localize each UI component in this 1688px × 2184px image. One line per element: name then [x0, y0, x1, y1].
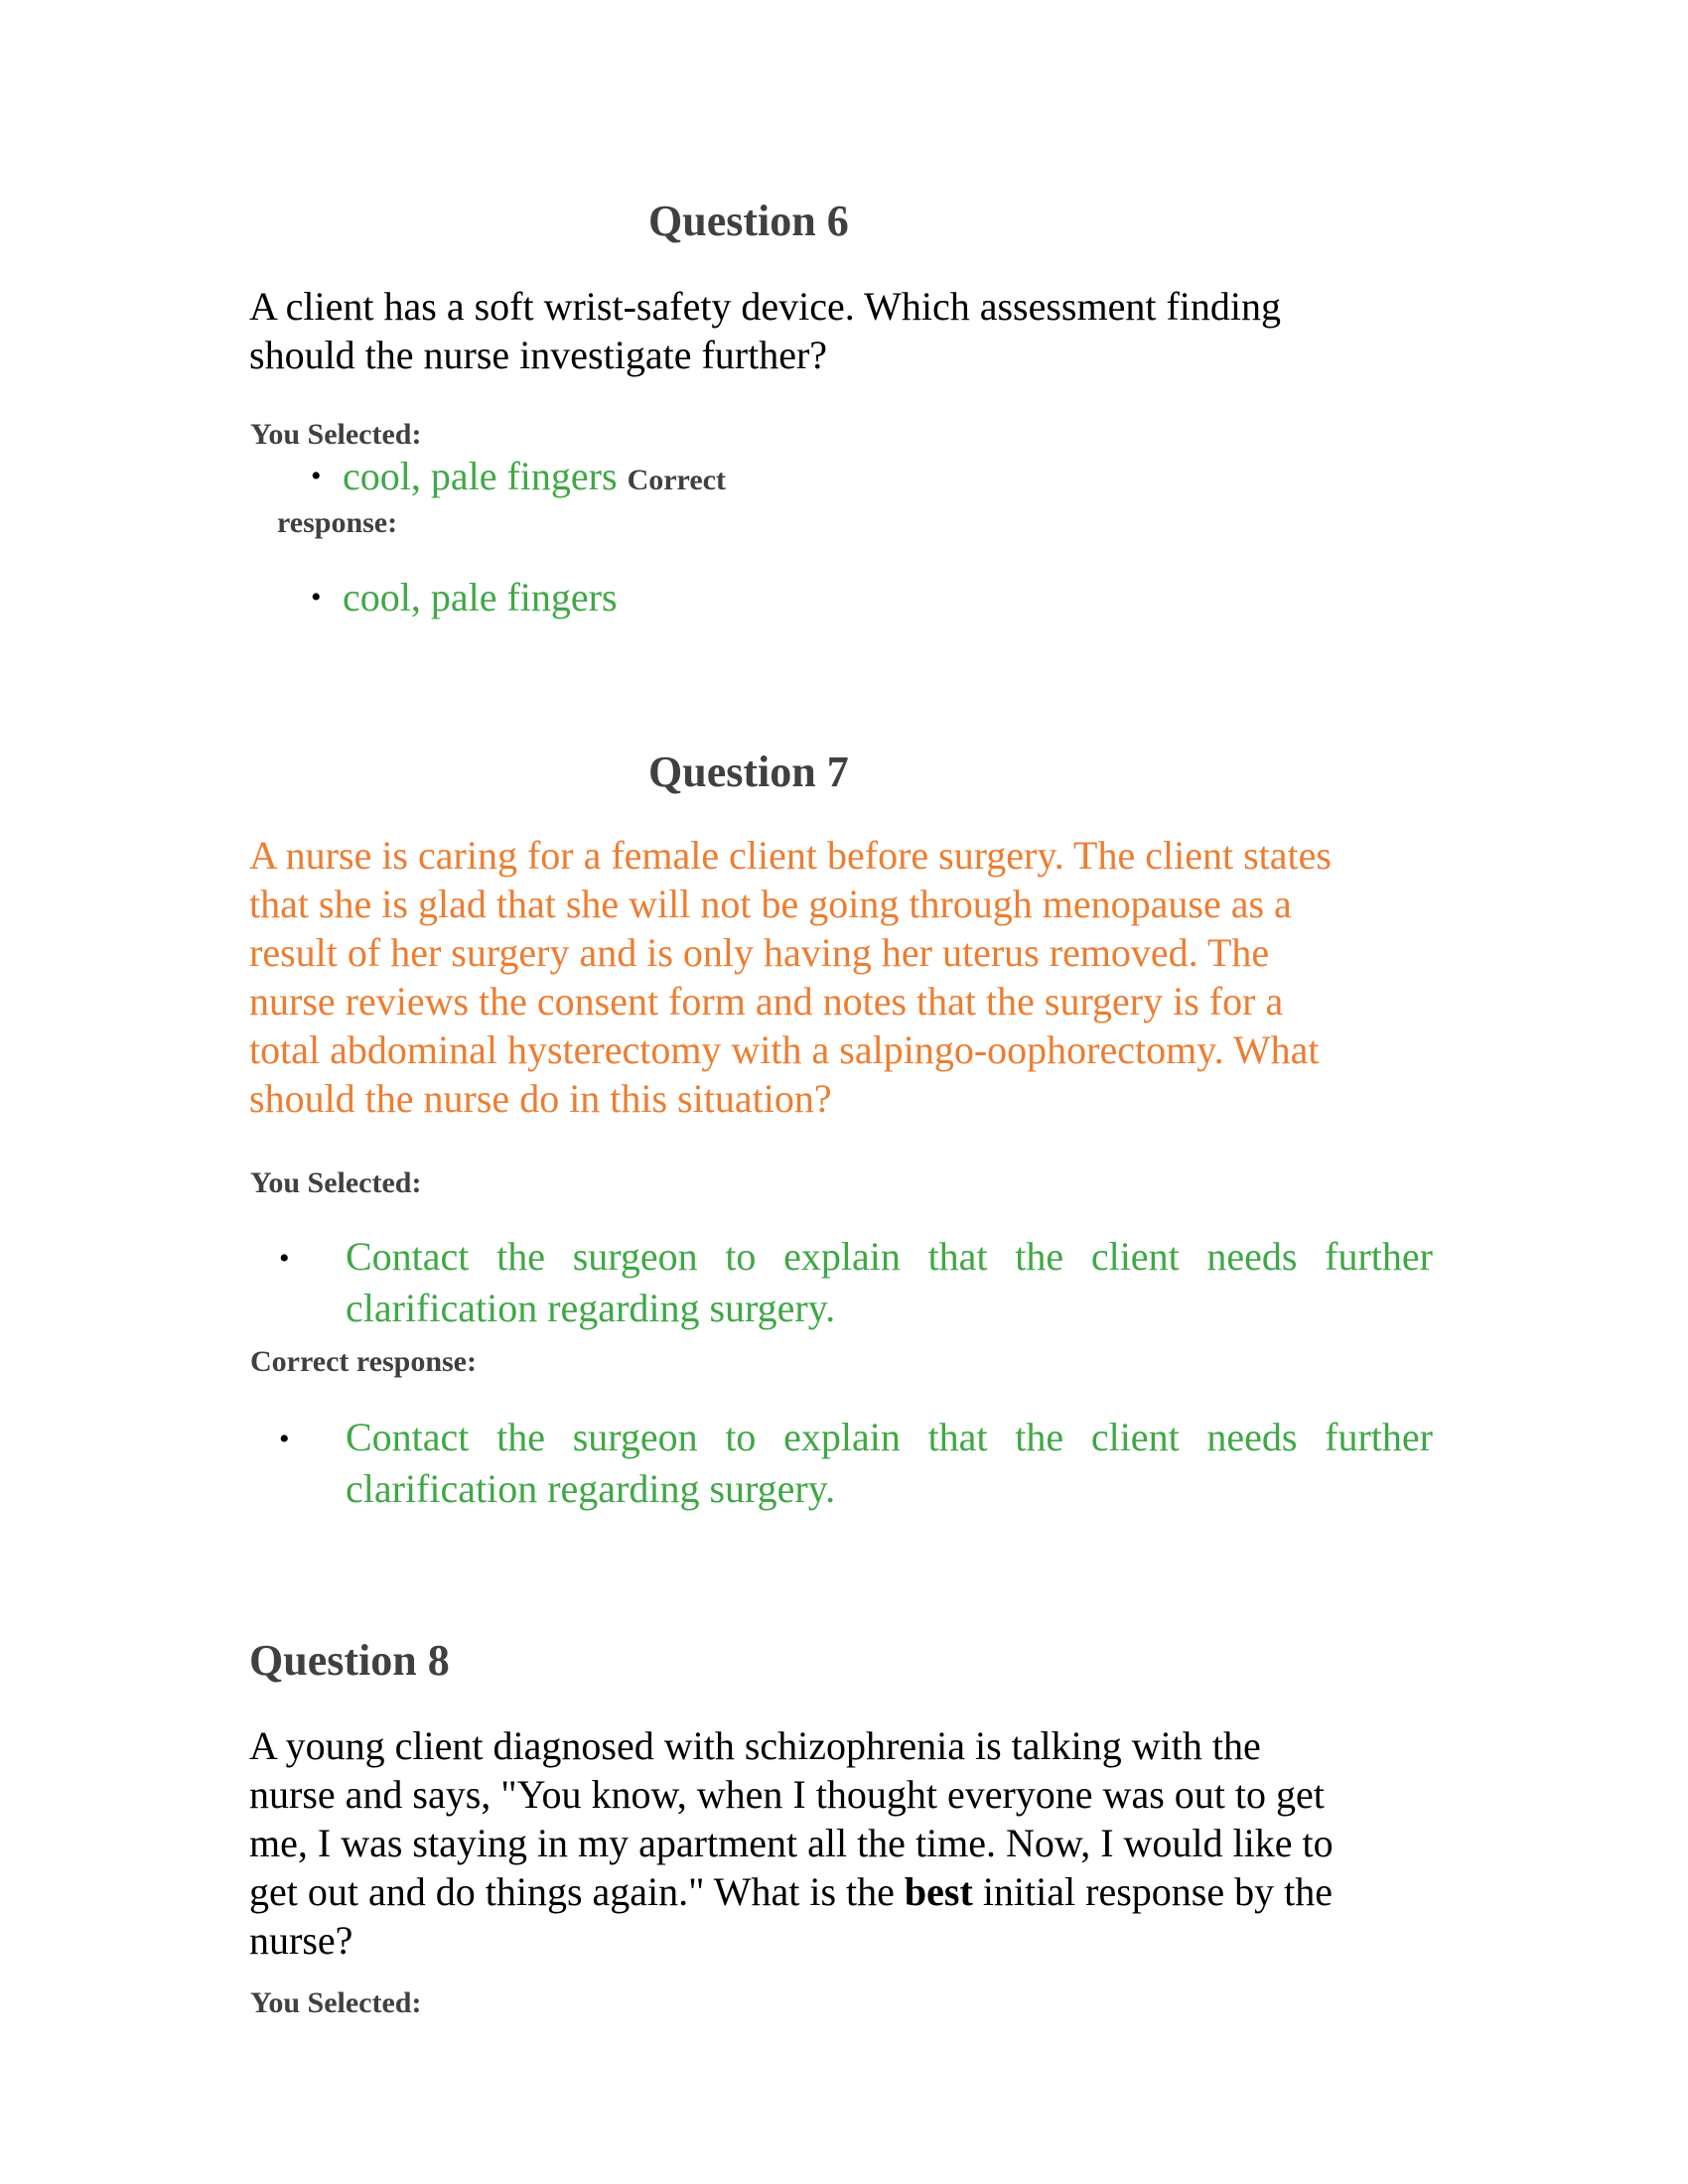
correct-answer-line: clarification regarding surgery.	[346, 1466, 836, 1511]
correct-answer	[346, 1412, 1433, 1515]
correct-response-label-continued: response:	[277, 506, 398, 539]
question-title: Question 7	[648, 748, 849, 796]
correct-answer: cool, pale fingers	[343, 575, 618, 619]
correct-response-label: Correct response:	[250, 1345, 477, 1378]
correct-response-label: Correct	[627, 464, 726, 496]
selected-answer	[343, 452, 726, 504]
stem-line: A client has a soft wrist-safety device. Which assessment finding	[249, 284, 1282, 329]
you-selected-label: You Selected:	[250, 1986, 422, 2019]
stem-text: get out and do things again." What is the	[249, 1869, 905, 1914]
stem-text: initial response by the	[972, 1869, 1333, 1914]
bullet-icon: •	[279, 1423, 290, 1455]
stem-line: nurse and says, "You know, when I thought everyone was out to get	[249, 1772, 1325, 1817]
stem-line: should the nurse do in this situation?	[249, 1076, 832, 1121]
stem-line: that she is glad that she will not be going through menopause as a	[249, 882, 1292, 926]
stem-line: A young client diagnosed with schizophrenia is talking with the	[249, 1723, 1261, 1768]
stem-line: result of her surgery and is only having her uterus removed. The	[249, 930, 1270, 975]
question-stem	[249, 831, 1332, 1123]
selected-answer-line: Contact the surgeon to explain that the client needs further	[346, 1234, 1433, 1279]
you-selected-label: You Selected:	[250, 418, 422, 451]
stem-line: nurse?	[249, 1918, 353, 1963]
question-stem	[249, 1721, 1334, 1965]
correct-answer-line: Contact the surgeon to explain that the client needs further	[346, 1415, 1433, 1459]
stem-line: A nurse is caring for a female client before surgery. The client states	[249, 833, 1332, 878]
selected-answer	[346, 1231, 1433, 1334]
question-title: Question 6	[648, 197, 849, 245]
emphasis-best: best	[904, 1869, 973, 1914]
question-title: Question 8	[249, 1636, 450, 1685]
stem-line: nurse reviews the consent form and notes that the surgery is for a	[249, 979, 1284, 1024]
stem-line: total abdominal hysterectomy with a salpingo-oophorectomy. What	[249, 1027, 1320, 1072]
bullet-icon: •	[311, 460, 322, 492]
bullet-icon: •	[311, 581, 322, 614]
selected-answer-text: cool, pale fingers	[343, 454, 618, 498]
stem-line: me, I was staying in my apartment all the time. Now, I would like to	[249, 1821, 1334, 1865]
bullet-icon: •	[279, 1242, 290, 1275]
question-stem	[249, 282, 1281, 379]
stem-line	[249, 1867, 1334, 1916]
you-selected-label: You Selected:	[250, 1166, 422, 1199]
selected-answer-line: clarification regarding surgery.	[346, 1286, 836, 1330]
stem-line: should the nurse investigate further?	[249, 333, 828, 377]
